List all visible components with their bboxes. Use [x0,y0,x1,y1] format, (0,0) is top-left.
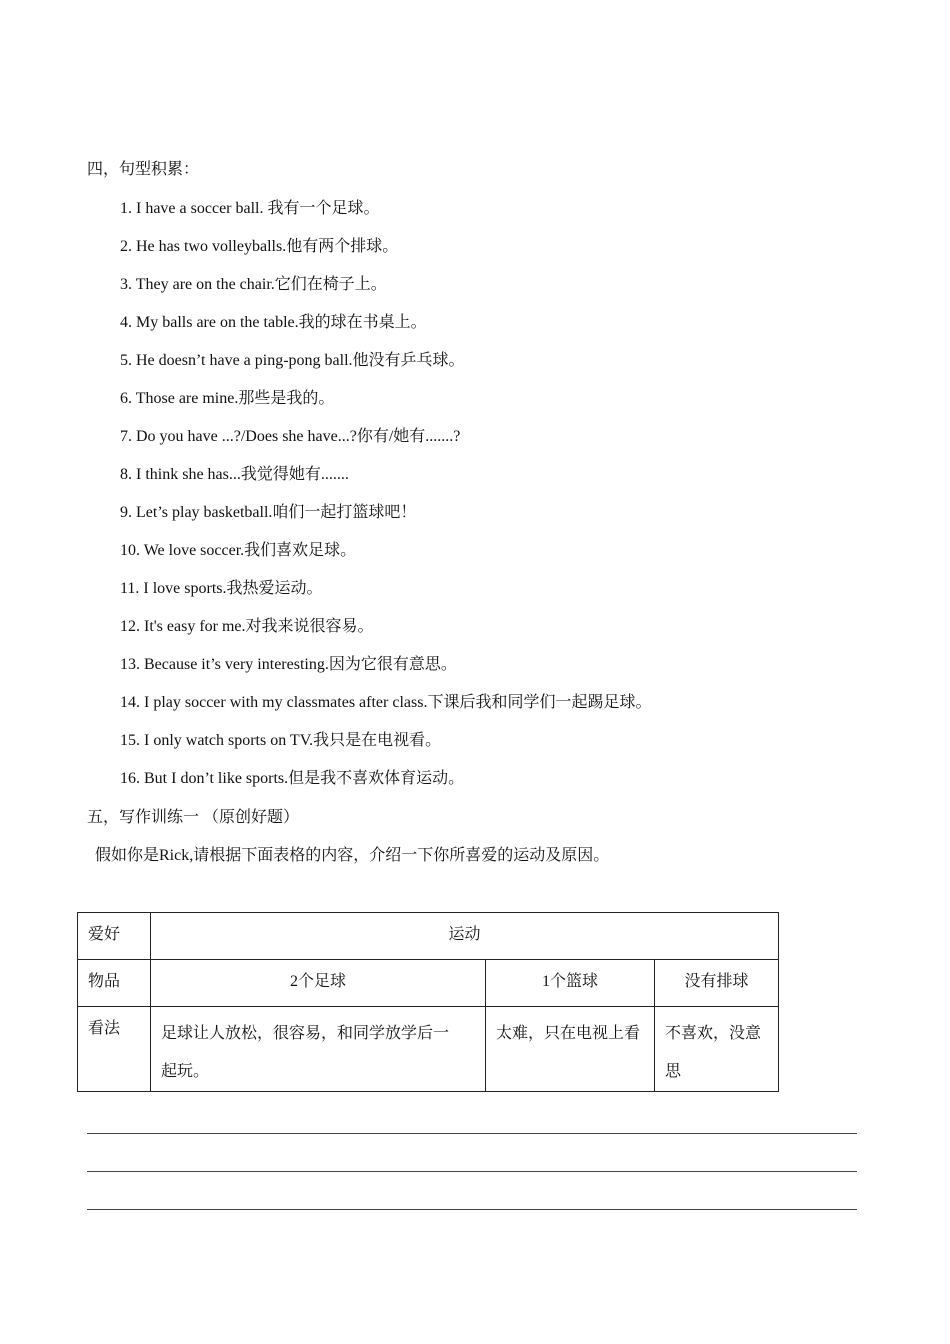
sentence-item: 11. I love sports.我热爱运动。 [120,580,323,597]
sentence-item: 7. Do you have ...?/Does she have...?你有/她有.......? [120,428,461,445]
view-basketball [486,1007,655,1092]
view-volleyball [655,1007,779,1092]
table-row [78,1007,779,1092]
sentence-item: 8. I think she has...我觉得她有....... [120,466,349,483]
item-volleyball: 没有排球 [655,960,779,1007]
section-5-heading: 五，写作训练一 （原创好题） [87,809,300,826]
sentence-item: 3. They are on the chair.它们在椅子上。 [120,276,387,293]
sentence-item: 14. I play soccer with my classmates after class.下课后我和同学们一起踢足球。 [120,694,652,711]
view-soccer-line-1: 足球让人放松，很容易，和同学放学后一 [161,1025,450,1042]
answer-line[interactable] [87,1171,857,1172]
items-label: 物品 [78,960,151,1007]
answer-line[interactable] [87,1209,857,1210]
hobby-value: 运动 [151,913,779,960]
section-4-heading: 四，句型积累： [87,161,200,178]
item-soccer: 2个足球 [151,960,486,1007]
sentence-item: 16. But I don’t like sports.但是我不喜欢体育运动。 [120,770,465,787]
item-basketball: 1个篮球 [486,960,655,1007]
sentence-item: 13. Because it’s very interesting.因为它很有意思。 [120,656,457,673]
sentence-item: 6. Those are mine.那些是我的。 [120,390,335,407]
view-soccer-line-2: 起玩。 [161,1063,210,1080]
views-label: 看法 [78,1007,151,1092]
sentence-item: 2. He has two volleyballs.他有两个排球。 [120,238,399,255]
hobby-label: 爱好 [78,913,151,960]
view-basketball-text: 太难，只在电视上看 [496,1025,641,1042]
sentence-item: 1. I have a soccer ball. 我有一个足球。 [120,200,380,217]
table-row [78,960,779,1007]
sentence-item: 9. Let’s play basketball.咱们一起打篮球吧！ [120,504,417,521]
sentence-item: 5. He doesn’t have a ping-pong ball.他没有乒乓球。 [120,352,465,369]
view-soccer [151,1007,486,1092]
sentence-item: 15. I only watch sports on TV.我只是在电视看。 [120,732,442,749]
table-row [78,913,779,960]
info-table [77,912,779,1092]
sentence-item: 10. We love soccer.我们喜欢足球。 [120,542,357,559]
view-volleyball-text: 不喜欢，没意思 [665,1025,762,1080]
writing-instruction: 假如你是Rick,请根据下面表格的内容，介绍一下你所喜爱的运动及原因。 [95,847,610,864]
sentence-item: 4. My balls are on the table.我的球在书桌上。 [120,314,427,331]
sentence-list [120,198,651,806]
answer-line[interactable] [87,1133,857,1134]
sentence-item: 12. It's easy for me.对我来说很容易。 [120,618,374,635]
